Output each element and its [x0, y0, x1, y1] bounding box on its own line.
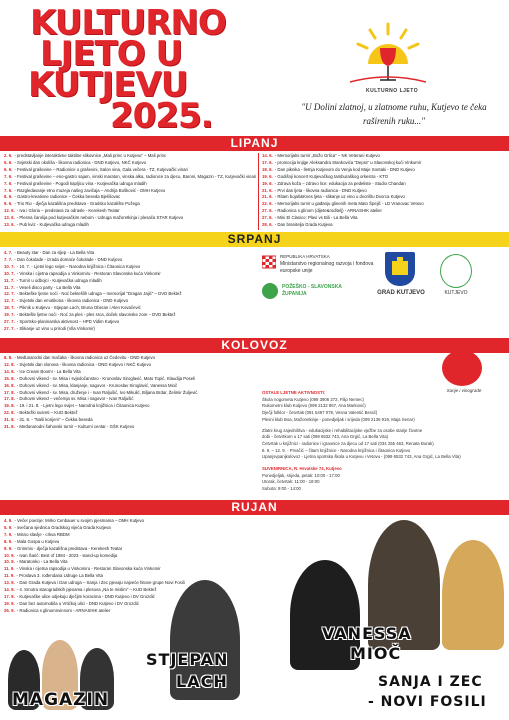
info-line: dobi - četvrtkom u 17 sati (099 6532 743, Ana Grgić, La Bella Vita): [262, 434, 389, 440]
event-row: [4, 305, 254, 312]
event-row: [4, 518, 254, 525]
event-date: 31. 8.: [4, 417, 15, 423]
event-text: - Festival graševine – Radionice o graševini, Salon vina, Gala večera - TZ, Kutjevački vinari: [14, 166, 188, 172]
section-rujan: RUJAN: [0, 500, 509, 515]
event-row: [4, 396, 254, 403]
event-row: [4, 390, 254, 397]
event-text: - Kutjevačke ulice odjekuju dječjim koracima - DND Kutjevo i DV Grozdić: [16, 593, 155, 599]
event-text: - Memorijalni turnir u gađanju glinenih meta Mato Špejič - LD Vranovac Vetovo: [274, 201, 424, 207]
event-date: 13. 9.: [4, 580, 15, 586]
info-line: Ponedjeljak, srijeda, petak: 10:00 - 17:00: [262, 472, 340, 478]
event-row: [4, 525, 254, 532]
section-lipanj: LIPANJ: [0, 136, 509, 151]
event-text: - Duhovni vikend - sv. Misa i svjedočanstvo - Krunoslav Siroglavić, Mato Topić, Klaudija Poseli: [16, 375, 196, 381]
event-date: 16. 8.: [4, 382, 15, 388]
event-row: [262, 167, 506, 174]
event-date: 7. 9.: [4, 531, 13, 537]
event-text: - Veseli disco party - La Bella Vita: [16, 284, 81, 290]
event-date: 22. 8.: [4, 410, 15, 416]
event-text: - Vinska i cijetna rapsodija u Vinkomiru - Restoran Slavonska kuća Vinkomir: [16, 566, 161, 572]
event-date: 12. 7.: [4, 298, 15, 304]
event-row: [4, 264, 254, 271]
lipanj-right-list: [262, 153, 506, 229]
event-date: 19. 6.: [262, 180, 273, 186]
event-date: 18. 6.: [262, 166, 273, 172]
event-row: [262, 181, 506, 188]
event-text: - Iva i Gloria – predstava za odrasle - Kerekesh Teatar: [16, 208, 120, 214]
event-date: 9. 6.: [4, 201, 13, 207]
event-text: - Proslava 3. rođendana Udruge La Bella Vita: [16, 573, 103, 579]
event-date: 8. 8.: [4, 355, 13, 360]
event-text: - Radionica s glinomnvinnom - ARNASHIK atelier: [16, 607, 111, 613]
souvenir-shop-title: SUVENIRNICA, R. Hrvatske 74, Kutjevo: [262, 466, 342, 472]
event-text: - Svjetski dan okoliša - likovna radionica - DND Kutjevo, NKČ Kutjevo: [14, 159, 147, 165]
other-activities: [262, 390, 506, 493]
event-text: - Mala Gospa u Kutjevu: [14, 538, 60, 544]
event-text: - predstavljanje interaktivne taktilne slikovnice „Mali princ u Kutjevu" – Mali princ: [14, 153, 167, 158]
knjiznica-logo-icon: [440, 254, 472, 288]
event-text: - Ice Cream Boom! - La Bella Vita: [16, 368, 81, 374]
event-row: [4, 291, 254, 298]
event-date: 11. 7.: [4, 277, 15, 283]
event-row: [262, 188, 506, 195]
event-date: 17. 8.: [4, 389, 15, 395]
event-date: 27. 6.: [262, 215, 273, 221]
info-line: Zlatni krug zajedništva - edukacijske i rehabilitacijske vježbe za osobe starije životne: [262, 427, 423, 433]
event-row: [4, 201, 256, 208]
event-text: - Svjetski dan emotikona - likovna radionica - DND Kutjevo: [16, 298, 129, 304]
event-date: 10. 9.: [4, 559, 15, 565]
event-text: - Bekteške ljetne noći - Noć bektešlih udruga – memorijal "Dragan Jajić" – DVD Bektež: [16, 291, 182, 297]
divider: [258, 153, 259, 230]
event-row: [262, 153, 506, 160]
info-line: Rukometni klub Kutjevo (099 2132 867, Ana Marković): [262, 403, 366, 409]
event-row: [4, 319, 254, 326]
event-date: 7. 6.: [4, 180, 13, 186]
event-date: 14. 8.: [4, 368, 15, 374]
event-text: - Mini El Clasico: Plavi vs Bili - La Bella Vita: [274, 215, 358, 221]
event-row: [4, 278, 254, 285]
event-text: - Slikanje uz vino u prirodi (Vila Vinkomir): [16, 325, 95, 331]
artist-novi-fosili: - NOVI FOSILI: [368, 694, 487, 710]
event-row: [4, 539, 254, 546]
event-date: 10. 7.: [4, 270, 15, 276]
event-row: [4, 208, 256, 215]
event-text: - Pub kviz - Kutjevačka udruga mladih: [16, 222, 89, 228]
event-row: [262, 160, 506, 167]
event-date: 19. 6.: [262, 173, 273, 179]
artist-sanja-zec: SANJA I ZEC: [378, 674, 483, 690]
event-text: - Dan čokolade - izrada domaće čokolade - DND Kutjevo: [14, 256, 123, 262]
section-srpanj: SRPANJ: [0, 232, 509, 247]
artist-mioc: MIOČ: [350, 644, 402, 663]
event-date: 12. 7.: [4, 291, 15, 297]
event-date: 26. 9.: [4, 607, 15, 613]
event-row: [4, 298, 254, 305]
event-date: 27. 7.: [4, 319, 15, 325]
event-row: [4, 188, 256, 195]
event-text: - Međunarodni dan mačaka - likovna radionica uz Čedevitu - DND Kutjevo: [14, 355, 156, 360]
event-text: - Radionica s glinom (dijete&roditelj) - ARNASHIK atelier: [274, 208, 382, 214]
title-line-4: 2025.: [110, 96, 213, 136]
event-date: 6. 6.: [4, 166, 13, 172]
pozega-county: POŽEŠKO - SLAVONSKA ŽUPANIJA: [282, 284, 342, 297]
other-activities-title: OSTALE LJETNE AKTIVNOSTI:: [262, 390, 326, 395]
event-row: [262, 174, 506, 181]
event-text: - Maratonko - La Bella Vita: [16, 559, 68, 565]
event-row: [4, 285, 254, 292]
event-date: 21. 6.: [262, 187, 273, 193]
event-date: 12. 6.: [4, 208, 15, 214]
event-text: - Godišnji koncert Kutjevačkog tamburaškog orkestra - KTO: [274, 173, 389, 179]
event-date: 7. 7.: [4, 256, 13, 262]
event-row: [262, 201, 506, 208]
event-text: - Grimmix - dječja kazališna predstava - Kerekesh Teatar: [14, 545, 123, 551]
event-row: [262, 194, 506, 201]
event-date: 10. 7.: [4, 263, 15, 269]
event-text: - 10. 7. - Ljetni lego svijet – Narodna knjižnica i Čitaonica Kutjevo: [16, 263, 141, 269]
event-date: 28. 6.: [262, 222, 273, 228]
event-date: 27. 7.: [4, 325, 15, 331]
event-text: - Misno slavlje - crkva RBDM: [14, 531, 70, 537]
event-row: [4, 181, 256, 188]
event-date: 8. 6.: [4, 194, 13, 200]
event-text: - Ritam bojaš&Knes ljeta - slikanje uz vino u dvorištu Dvorca Kutjevo: [274, 194, 405, 200]
event-date: 5. 9.: [4, 524, 13, 530]
ministry-name: Ministarstvo regionalnog razvoja i fondova europske unije: [280, 261, 374, 274]
event-row: [4, 250, 254, 257]
event-date: 9. 9.: [4, 545, 13, 551]
event-row: [4, 424, 254, 431]
lipanj-left-list: [4, 153, 256, 229]
event-row: [4, 532, 254, 539]
event-date: 19. 9.: [4, 600, 15, 606]
event-date: 19. 7.: [4, 312, 15, 318]
slogan: "U Dolini zlatnoj, u zlatnome ruhu, Kutjevo te čeka raširenih ruku...": [301, 102, 487, 126]
croatia-coat-of-arms-icon: [262, 254, 276, 270]
event-text: - Večer poezije: Mirko Cenbauer u svojim pjesmama – OMH Kutjevo: [14, 518, 145, 523]
event-text: - 4. Smotra starogradskih pjesama i plesova „Na te mislim" – KUD Bektež: [16, 587, 157, 593]
event-text: - promocija knjige Aleksandra Stankovića "Depra" u Slavonskoj kući Vinkomir: [274, 159, 422, 165]
event-row: [4, 167, 256, 174]
event-row: [4, 559, 254, 566]
event-date: 22. 6.: [262, 201, 273, 207]
event-text: - Turnir u odbojci - Kutjevačka udruga mladih: [16, 277, 102, 283]
event-text: - Zdrava koža – zdravo lice: edukacija za pedeliste - Studio Chandan: [274, 180, 406, 186]
event-text: - Beauty star - Dan za sljep - La Bella Vita: [14, 250, 95, 255]
event-date: 17. 6.: [262, 159, 273, 165]
event-text: - Razgledavanje etno muzeja našeg zavičaja – Andrija Bošković - OMH Kutjevo: [14, 187, 166, 193]
event-date: 18. 7.: [4, 305, 15, 311]
artist-magazin: MAGAZIN: [12, 690, 110, 710]
event-date: 11. 9.: [4, 573, 15, 579]
event-date: 19. 8.: [4, 403, 15, 409]
grad-kutjevo: GRAD KUTJEVO: [377, 290, 425, 296]
kolovoz-list: [4, 355, 254, 431]
event-row: [4, 566, 254, 573]
event-row: [4, 417, 254, 424]
event-date: 17. 8.: [4, 396, 15, 402]
info-line: Četvrtak u knjižnici - radionice i igraonice za djecu od 17 sati (034 255 463, Renata Đurak): [262, 440, 434, 446]
logo-caption: KULTURNO LJETO: [366, 88, 419, 94]
republika-hrvatska: REPUBLIKA HRVATSKA: [280, 254, 330, 259]
event-text: - Plesna čarolija pod kutjevačkim nebom - Udruga mažoretkinja i plesača STAR Kutjevo: [16, 215, 184, 221]
event-text: - Bektešle ljetne noći - Noć za ples - ples srca, doček slavonske zore – DVD Bektež: [16, 312, 176, 318]
event-date: 31. 8.: [4, 424, 15, 430]
event-row: [4, 369, 254, 376]
event-date: 8. 9.: [4, 538, 13, 544]
event-row: [4, 573, 254, 580]
event-text: - Dan bez automobila u Vrtićkoj ulici - DND Kutjevo i DV Grozdić: [16, 600, 139, 606]
event-text: - Sportsko-planinarska aktivnost – HPD Vidim Kutjevo: [16, 319, 120, 325]
knjiznica-kutjevo: KUTJEVO: [444, 290, 468, 296]
info-line: Plesni klub Boa, Mažoretkinje - ponedjeljak i srijeda (099 2136 919, Maja Senar): [262, 416, 415, 422]
artist-vanessa: VANESSA: [322, 624, 412, 643]
event-date: 14. 6.: [262, 153, 273, 158]
event-row: [262, 215, 506, 222]
srpanj-list: [4, 250, 254, 333]
section-kolovoz: KOLOVOZ: [0, 338, 509, 353]
event-date: 5. 6.: [4, 159, 13, 165]
event-row: [4, 553, 254, 560]
event-row: [4, 153, 256, 160]
event-text: - Bektežki susreti – KUD Bektež: [16, 410, 78, 416]
event-row: [4, 546, 254, 553]
title-line-1: KULTURNO: [30, 3, 226, 43]
event-text: - Gastro-kreativne radionice – Čekka beseda Bjelišovac: [14, 194, 121, 200]
event-row: [4, 410, 254, 417]
event-row: [4, 160, 256, 167]
event-text: - Dan piknika - lletnja Kutjevom do Venja kod Maje Sontaki - DND Kutjevo: [274, 166, 415, 172]
info-line: Subota: 9:00 - 14:00: [262, 486, 301, 492]
event-row: [4, 355, 254, 362]
event-row: [4, 257, 254, 264]
event-row: [4, 271, 254, 278]
event-text: - Dan branitelja Grada Kutjeva: [274, 222, 333, 228]
event-date: 21. 6.: [262, 194, 273, 200]
event-date: 4. 9.: [4, 518, 13, 523]
title-line-3: KUTJEVU: [28, 65, 188, 105]
event-date: 11. 7.: [4, 284, 15, 290]
event-row: [4, 403, 254, 410]
grad-kutjevo-coat-icon: [385, 252, 415, 286]
event-text: - Prvi dan ljeta - likovna radionica - DND Kutjevo: [274, 187, 367, 193]
event-text: - Duhovni vikend - sv. Misa, klanjanje, nagovor - Krunoslav Siroglavić, Vanessa Mioč: [16, 382, 178, 388]
event-row: [4, 362, 254, 369]
event-text: - Piknik u Kutjevu - Stjepan Lach, Bruna Oberan i Alen Kovačević: [16, 305, 141, 311]
event-date: 7. 6.: [4, 187, 13, 193]
event-row: [4, 222, 256, 229]
event-text: - Festival graševine - Pogodi kapljicu vina - Kutjevačka udruga mladih: [14, 180, 147, 186]
event-row: [4, 383, 254, 390]
event-date: 15. 8.: [4, 375, 15, 381]
artist-stjepan: STJEPAN: [146, 650, 229, 669]
info-line: 8. 9. – 12. 9. - Prvačić – čitam knjižnice - Narodna knjižnica i čitaonica Kutjevo: [262, 447, 411, 453]
event-row: [4, 215, 256, 222]
event-row: [262, 222, 506, 229]
event-text: - Ivan Šarić: Best of 1984 - 2023 - stand-up komedija: [16, 552, 118, 558]
event-row: [4, 174, 256, 181]
event-text: - Trio Rio - dječja kazališna predstava - Gradsko kazalište Požega: [14, 201, 140, 207]
title-line-2: LJETO U: [40, 34, 183, 74]
info-line: Utorak, četvrtak: 11:00 - 18:00: [262, 479, 320, 485]
info-line: Škola nogometa Kutjevo (099 3906 272, Filip Nemec): [262, 396, 364, 402]
event-text: - Dan Grada Kutjeva i Dan udruga – Sanja i Zec pjevaju najveće hitove grupe Novi Fosili: [16, 580, 185, 586]
event-text: - Međunarodni šahovski turnir – Kulturni centar - GŠK Kutjevo: [16, 424, 135, 430]
event-text: - Duhovni vikend – večernja sv. Misa i nagovor - Ivan Raljušić: [16, 396, 134, 402]
event-date: 14. 9.: [4, 587, 15, 593]
event-text: - Vinska i cijetna rapsodija u Vinkomiru - Restoran Slavonska kuća Vinkomir: [16, 270, 161, 276]
event-row: [4, 312, 254, 319]
event-date: 4. 7.: [4, 250, 13, 255]
pozega-logo-icon: [262, 283, 278, 299]
sanje-vinograde: Sanje i vinograde: [446, 388, 482, 393]
event-text: - Festival graševine – eno-gastro sajam, vinski maraton, vinska alka, radionice za djecu, Baroni, Magazin - TZ, Kutjevački vinari: [14, 173, 256, 179]
event-text: - 31. 8. - "Naši korijeni" – Čekka beseda: [16, 417, 93, 423]
event-text: - Duhovni vikend - sv. Misa, druženje i - Ivan Raljušić, Ivo Mikulić, Biljana Brdar, Želimir Žuljević: [16, 389, 198, 395]
sanje-vinograde-logo-icon: [442, 350, 482, 386]
event-row: [4, 376, 254, 383]
event-text: - Memorijalni turnir „Božo Grlica" – NK Veterani Kutjevo: [274, 153, 380, 158]
artist-lach: LACH: [176, 672, 228, 691]
event-date: 11. 9.: [4, 566, 15, 572]
event-date: 12. 8.: [4, 361, 15, 367]
event-text: - svečana sjednica Gradskog vijeća Grada Kutjeva: [14, 524, 111, 530]
info-line: Dječji folklor - četvrtak (091 5497 079, Vesna Valentić Berač): [262, 410, 378, 416]
event-date: 10. 9.: [4, 552, 15, 558]
sanja-photo: [442, 540, 504, 650]
event-row: [4, 194, 256, 201]
event-date: 13. 6.: [4, 215, 15, 221]
page-title: [28, 3, 226, 136]
event-row: [262, 208, 506, 215]
event-row: [4, 326, 254, 333]
event-date: 2. 6.: [4, 153, 13, 158]
event-date: 7. 6.: [4, 173, 13, 179]
info-line: Upanjsvpanjkolovoz - Ljetna sportska škola u Kutjevu i Vetovu - (099 6532 743, Ana Grgić, La Bella Vita): [262, 454, 461, 460]
event-text: - Svjetski dan slonova - likovna radionica - DND Kutjevo i NKČ Kutjevo: [16, 361, 151, 367]
event-date: 27. 6.: [262, 208, 273, 214]
event-date: 17. 9.: [4, 593, 15, 599]
event-text: - 19. i 21. 8. - Ljetni lego svijet – Narodna knjižnica i Čitaonica Kutjevo: [16, 403, 150, 409]
event-date: 13. 6.: [4, 222, 15, 228]
